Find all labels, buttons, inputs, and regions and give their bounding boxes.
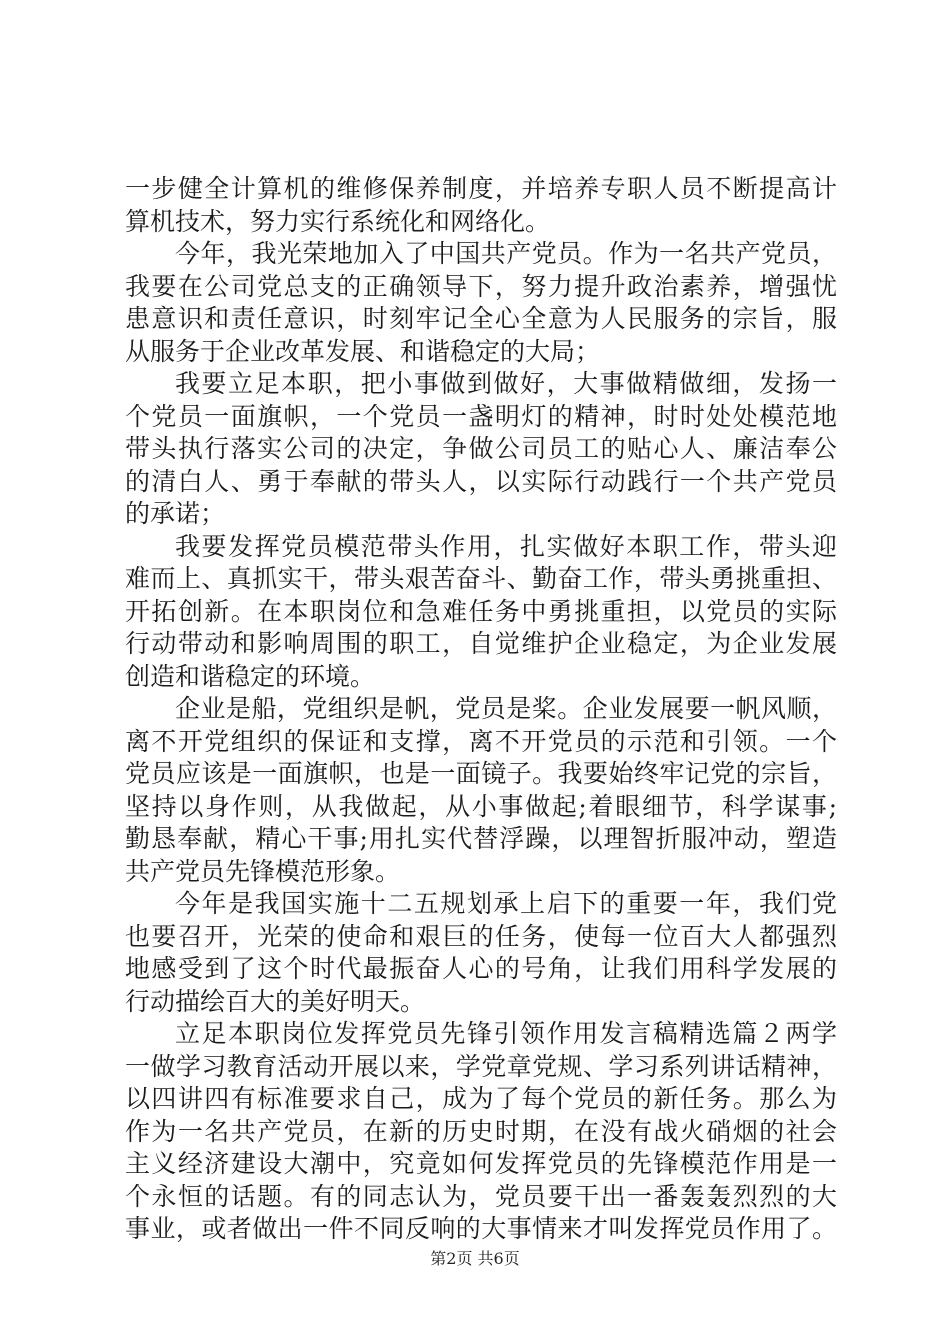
text-line: 个永恒的话题。有的同志认为，党员要干出一番轰轰烈烈的大 — [125, 1181, 837, 1211]
text-line: 坚持以身作则，从我做起，从小事做起;着眼细节，科学谋事; — [125, 791, 837, 821]
text-line: 难而上、真抓实干，带头艰苦奋斗、勤奋工作，带头勇挑重担、 — [125, 564, 837, 593]
text-line: 以四讲四有标准要求自己，成为了每个党员的新任务。那么为 — [125, 1084, 837, 1113]
text-line: 今年是我国实施十二五规划承上启下的重要一年，我们党 — [175, 889, 837, 918]
text-line: 作为一名共产党员，在新的历史时期，在没有战火硝烟的社会 — [125, 1116, 837, 1146]
text-line: 行动带动和影响周围的职工，自觉维护企业稳定，为企业发展 — [125, 629, 837, 658]
text-line: 一步健全计算机的维修保养制度，并培养专职人员不断提高计 — [125, 174, 837, 203]
text-line: 创造和谐稳定的环境。 — [125, 661, 376, 691]
text-line: 算机技术，努力实行系统化和网络化。 — [125, 206, 551, 236]
text-line: 我要发挥党员模范带头作用，扎实做好本职工作，带头迎 — [175, 531, 837, 561]
text-line: 个党员一面旗帜，一个党员一盏明灯的精神，时时处处模范地 — [125, 401, 837, 431]
text-line: 的清白人、勇于奉献的带头人，以实际行动践行一个共产党员 — [125, 466, 837, 496]
text-line: 的承诺； — [125, 499, 226, 528]
text-line: 患意识和责任意识，时刻牢记全心全意为人民服务的宗旨，服 — [125, 304, 837, 333]
text-line: 企业是船，党组织是帆，党员是桨。企业发展要一帆风顺， — [175, 694, 837, 723]
text-line: 党员应该是一面旗帜，也是一面镜子。我要始终牢记党的宗旨， — [125, 759, 837, 788]
page-footer — [0, 1246, 950, 1269]
text-line: 地感受到了这个时代最振奋人心的号角，让我们用科学发展的 — [125, 954, 837, 983]
text-line: 共产党员先锋模范形象。 — [125, 856, 401, 886]
text-line: 带头执行落实公司的决定，争做公司员工的贴心人、廉洁奉公 — [125, 434, 837, 463]
text-line: 事业，或者做出一件不同反响的大事情来才叫发挥党员作用了。 — [125, 1214, 837, 1243]
text-line: 主义经济建设大潮中，究竟如何发挥党员的先锋模范作用是一 — [125, 1149, 837, 1178]
text-line: 勤恳奉献，精心干事;用扎实代替浮躁，以理智折服冲动，塑造 — [125, 824, 837, 853]
text-line: 也要召开，光荣的使命和艰巨的任务，使每一位百大人都强烈 — [125, 921, 837, 951]
text-line: 一做学习教育活动开展以来，学党章党规、学习系列讲话精神， — [125, 1051, 837, 1081]
text-line: 离不开党组织的保证和支撑，离不开党员的示范和引领。一个 — [125, 726, 837, 756]
text-line: 我要在公司党总支的正确领导下，努力提升政治素养，增强忧 — [125, 271, 837, 301]
text-line: 从服务于企业改革发展、和谐稳定的大局； — [125, 336, 601, 366]
page-number-label: 第2页 共6页 — [430, 1249, 520, 1268]
text-line: 行动描绘百大的美好明天。 — [125, 986, 426, 1016]
text-line: 立足本职岗位发挥党员先锋引领作用发言稿精选篇２两学 — [175, 1019, 837, 1048]
text-line: 今年，我光荣地加入了中国共产党员。作为一名共产党员， — [175, 239, 837, 268]
document-body — [125, 173, 837, 1246]
text-line: 开拓创新。在本职岗位和急难任务中勇挑重担，以党员的实际 — [125, 596, 837, 626]
text-line: 我要立足本职，把小事做到做好，大事做精做细，发扬一 — [175, 369, 837, 398]
